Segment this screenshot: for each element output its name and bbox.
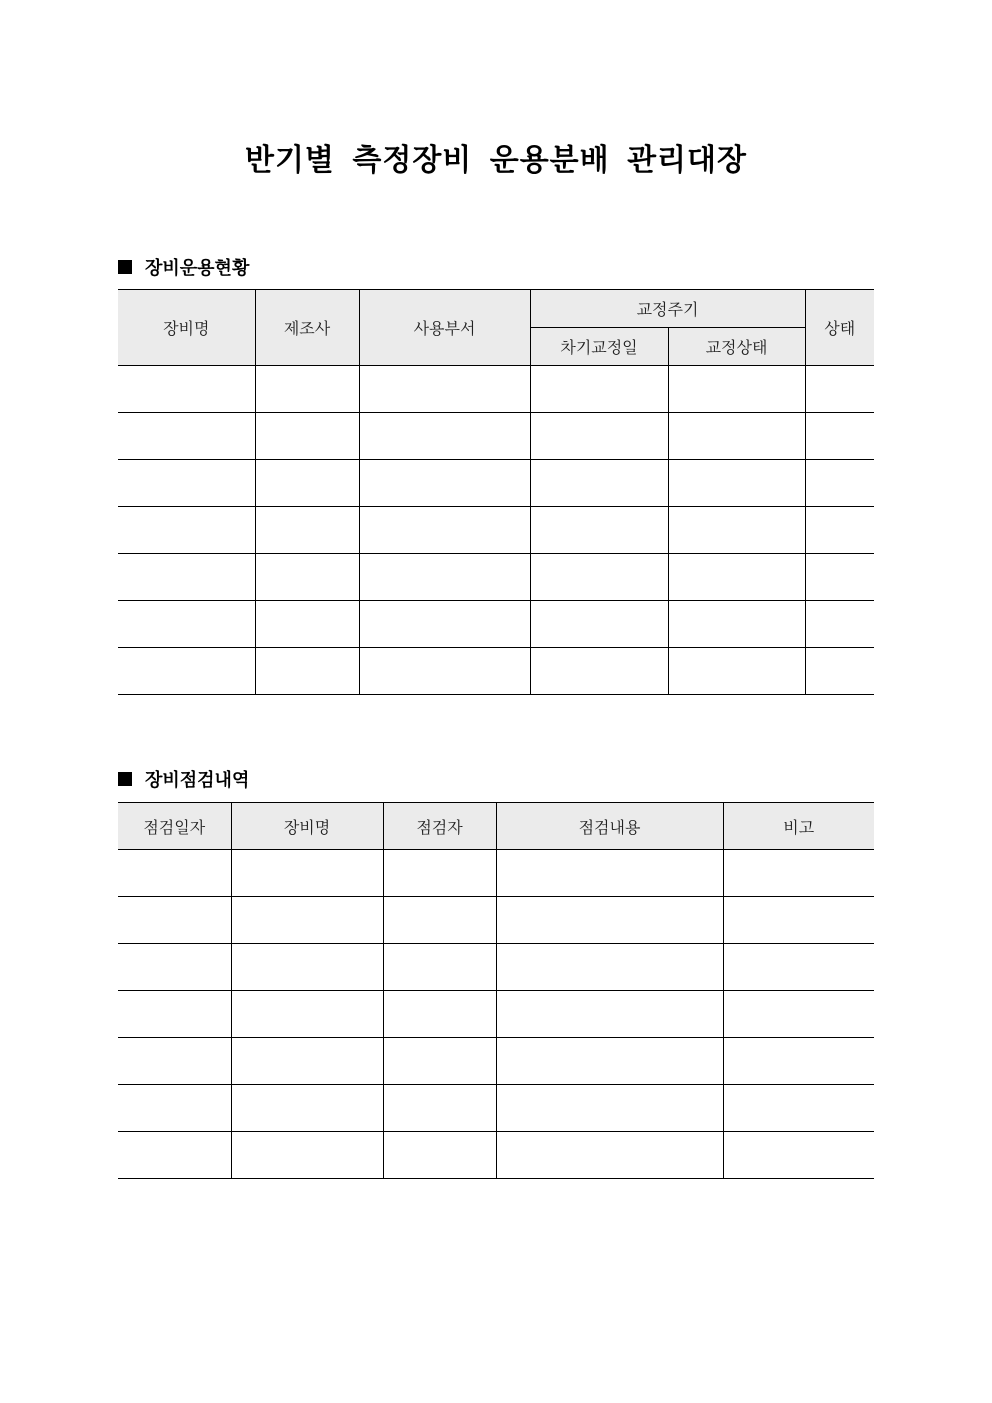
table-cell[interactable] (231, 1132, 383, 1179)
table-cell[interactable] (668, 554, 805, 601)
header-manufacturer: 제조사 (255, 290, 359, 366)
table-cell[interactable] (118, 944, 231, 991)
table-cell[interactable] (118, 1132, 231, 1179)
table-cell[interactable] (496, 897, 723, 944)
table-cell[interactable] (805, 460, 874, 507)
table-cell[interactable] (723, 1085, 874, 1132)
section-heading-inspection (118, 766, 249, 792)
table-cell[interactable] (383, 1132, 496, 1179)
table-cell[interactable] (723, 991, 874, 1038)
table-row (118, 944, 874, 991)
table-row (118, 1132, 874, 1179)
header-next-calibration-date: 차기교정일 (530, 328, 668, 366)
page-title: 반기별 측정장비 운용분배 관리대장 (244, 143, 748, 178)
table-cell[interactable] (668, 648, 805, 695)
header-calibration-cycle: 교정주기 (530, 290, 805, 328)
inspection-table-body (118, 850, 874, 1179)
table-cell[interactable] (805, 554, 874, 601)
table-cell[interactable] (359, 648, 530, 695)
table-cell[interactable] (118, 648, 255, 695)
header-calibration-status: 교정상태 (668, 328, 805, 366)
table-cell[interactable] (383, 1085, 496, 1132)
table-cell[interactable] (723, 850, 874, 897)
table-cell[interactable] (496, 1038, 723, 1085)
table-cell[interactable] (359, 507, 530, 554)
black-square-icon (118, 772, 132, 786)
table-cell[interactable] (118, 1085, 231, 1132)
table-row (118, 413, 874, 460)
table-cell[interactable] (496, 1085, 723, 1132)
header-inspection-date: 점검일자 (118, 803, 231, 850)
table-cell[interactable] (255, 460, 359, 507)
table-cell[interactable] (118, 991, 231, 1038)
table-cell[interactable] (496, 1132, 723, 1179)
table-cell[interactable] (359, 554, 530, 601)
header-inspector: 점검자 (383, 803, 496, 850)
header-equipment-name: 장비명 (118, 290, 255, 366)
table-cell[interactable] (255, 507, 359, 554)
table-row (118, 1085, 874, 1132)
table-cell[interactable] (359, 366, 530, 413)
table-cell[interactable] (118, 850, 231, 897)
table-cell[interactable] (383, 850, 496, 897)
table-row (118, 366, 874, 413)
table-cell[interactable] (723, 1038, 874, 1085)
table-row (118, 991, 874, 1038)
table-cell[interactable] (359, 460, 530, 507)
table-cell[interactable] (118, 460, 255, 507)
table-cell[interactable] (118, 366, 255, 413)
table-row (118, 1038, 874, 1085)
header-remarks: 비고 (723, 803, 874, 850)
table-cell[interactable] (530, 460, 668, 507)
table-cell[interactable] (805, 413, 874, 460)
table-cell[interactable] (359, 601, 530, 648)
table-cell[interactable] (530, 648, 668, 695)
table-cell[interactable] (805, 507, 874, 554)
table-cell[interactable] (530, 366, 668, 413)
table-cell[interactable] (359, 413, 530, 460)
table-cell[interactable] (805, 648, 874, 695)
table-row (118, 850, 874, 897)
table-cell[interactable] (118, 1038, 231, 1085)
table-cell[interactable] (231, 991, 383, 1038)
inspection-table (118, 802, 874, 1179)
header-status: 상태 (805, 290, 874, 366)
table-cell[interactable] (255, 601, 359, 648)
table-cell[interactable] (231, 944, 383, 991)
table-cell[interactable] (118, 507, 255, 554)
table-cell[interactable] (723, 1132, 874, 1179)
table-cell[interactable] (668, 460, 805, 507)
table-cell[interactable] (231, 897, 383, 944)
table-cell[interactable] (383, 1038, 496, 1085)
table-cell[interactable] (668, 507, 805, 554)
table-cell[interactable] (118, 897, 231, 944)
table-cell[interactable] (723, 944, 874, 991)
table-cell[interactable] (530, 601, 668, 648)
table-cell[interactable] (255, 648, 359, 695)
header-equipment-name: 장비명 (231, 803, 383, 850)
table-cell[interactable] (118, 413, 255, 460)
table-row (118, 460, 874, 507)
table-cell[interactable] (118, 601, 255, 648)
table-cell[interactable] (530, 507, 668, 554)
table-cell[interactable] (255, 413, 359, 460)
table-cell[interactable] (668, 366, 805, 413)
table-cell[interactable] (383, 991, 496, 1038)
table-cell[interactable] (530, 413, 668, 460)
table-cell[interactable] (668, 601, 805, 648)
table-cell[interactable] (255, 366, 359, 413)
table-cell[interactable] (255, 554, 359, 601)
table-cell[interactable] (723, 897, 874, 944)
table-cell[interactable] (231, 850, 383, 897)
table-cell[interactable] (383, 897, 496, 944)
table-row (118, 648, 874, 695)
usage-table (118, 289, 874, 695)
table-cell[interactable] (805, 601, 874, 648)
section-heading-usage-label: 장비운용현황 (145, 258, 250, 279)
table-cell[interactable] (496, 944, 723, 991)
table-cell[interactable] (530, 554, 668, 601)
table-cell[interactable] (805, 366, 874, 413)
table-cell[interactable] (496, 850, 723, 897)
black-square-icon (118, 260, 132, 274)
header-inspection-details: 점검내용 (496, 803, 723, 850)
header-department: 사용부서 (359, 290, 530, 366)
table-row (118, 507, 874, 554)
table-cell[interactable] (383, 944, 496, 991)
table-row (118, 897, 874, 944)
table-cell[interactable] (231, 1085, 383, 1132)
section-heading-inspection-label: 장비점검내역 (145, 770, 250, 791)
table-cell[interactable] (496, 991, 723, 1038)
usage-table-body (118, 366, 874, 695)
table-row (118, 554, 874, 601)
section-heading-usage (118, 254, 249, 280)
table-cell[interactable] (118, 554, 255, 601)
table-cell[interactable] (231, 1038, 383, 1085)
table-cell[interactable] (668, 413, 805, 460)
table-row (118, 601, 874, 648)
